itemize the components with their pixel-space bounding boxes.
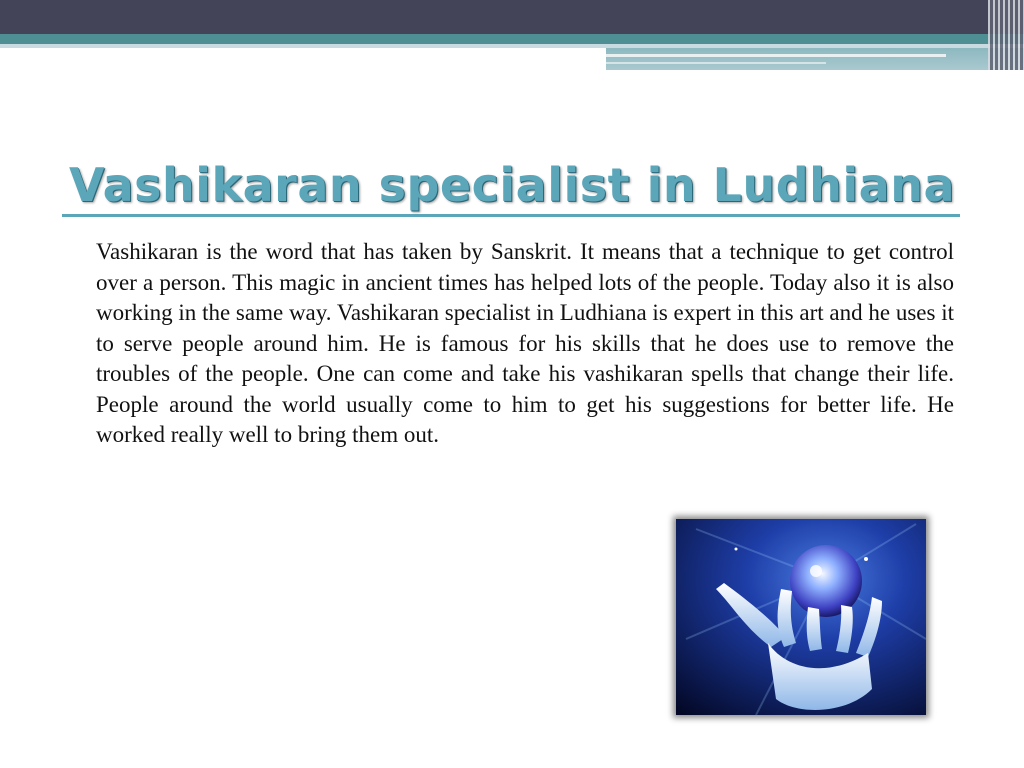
- slide-title: Vashikaran specialist in Ludhiana: [68, 158, 955, 212]
- header-dark-band: [0, 0, 1024, 34]
- header-right-accent: [606, 48, 1024, 70]
- header-accent-line-short: [606, 62, 826, 64]
- glowing-orb-hand-image: [676, 519, 926, 715]
- orb-hand-illustration: [676, 519, 926, 715]
- header-stripes: [988, 0, 1024, 70]
- title-underline: [62, 214, 960, 217]
- slide-body-text: Vashikaran is the word that has taken by Sanskrit. It means that a technique to get control over a person. This magic in ancient times has helped lots of the people. Today also it is also working in the same way. Vashikaran specialist in Ludhiana is expert in this art and he uses it to serve people around him. He is famous for his skills that he does use to remove the troubles of the people. One can come and take his vashikaran spells that change their life. People around the world usually come to him to get his suggestions for better life. He worked really well to bring them out.: [96, 239, 954, 447]
- header-teal-band: [0, 34, 1024, 44]
- header-accent-line: [606, 54, 946, 57]
